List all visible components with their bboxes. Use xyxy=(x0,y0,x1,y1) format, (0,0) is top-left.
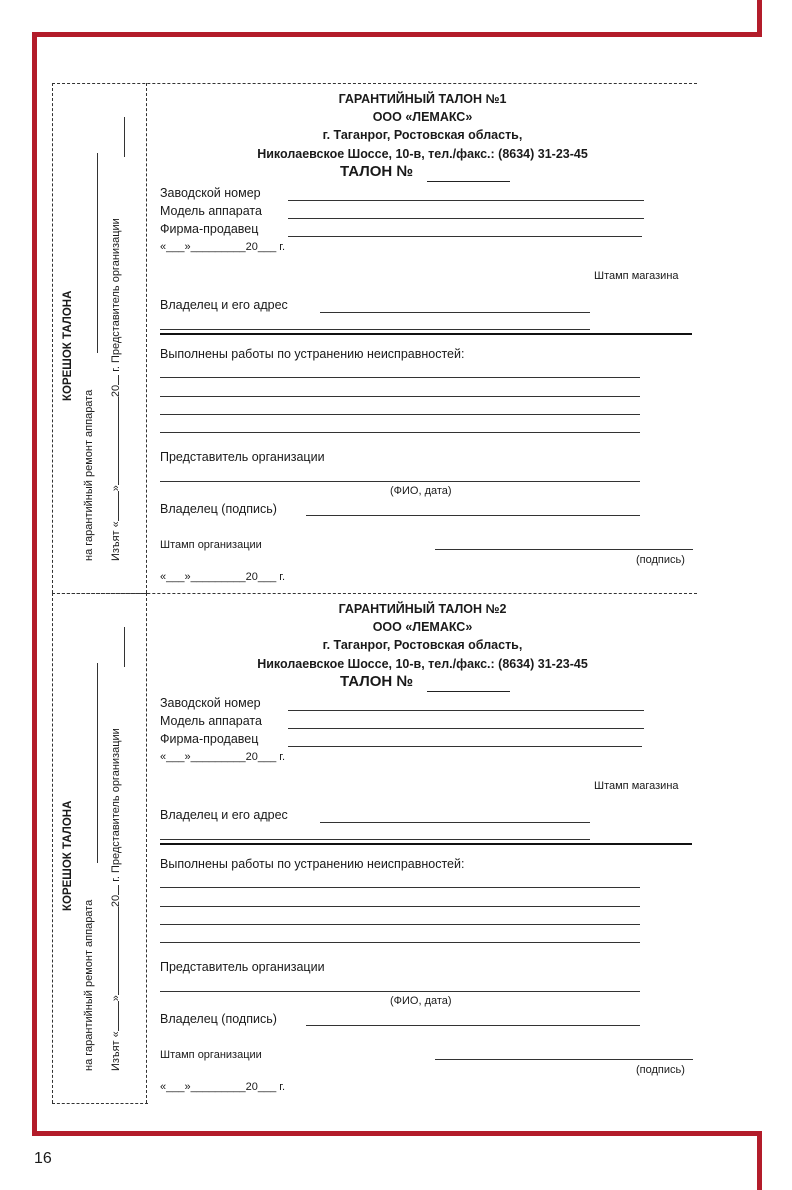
model-label: Модель аппарата xyxy=(160,204,262,218)
owner-address-label: Владелец и его адрес xyxy=(160,298,288,312)
talon-number-label: ТАЛОН № xyxy=(340,163,414,180)
org-rep-line xyxy=(160,991,640,992)
owner-address-line xyxy=(320,822,590,823)
talon-number-line xyxy=(427,181,510,182)
seller-line xyxy=(288,236,642,237)
signature-line xyxy=(435,549,693,550)
works-line-4 xyxy=(160,942,640,943)
stub-title: КОРЕШОК ТАЛОНА xyxy=(62,290,74,401)
cut-line-top xyxy=(52,593,697,594)
serial-label: Заводской номер xyxy=(160,696,261,710)
service-date: «___»_________20___ г. xyxy=(160,571,286,583)
coupon-title: ГАРАНТИЙНЫЙ ТАЛОН №1 xyxy=(338,92,507,106)
works-done-label: Выполнены работы по устранению неисправностей: xyxy=(160,857,465,871)
serial-label: Заводской номер xyxy=(160,186,261,200)
owner-address-line-2 xyxy=(160,329,590,330)
sale-date: «___»_________20___ г. xyxy=(160,241,286,253)
works-line-1 xyxy=(160,887,640,888)
stub-line-date: Изъят «»20 г. Представитель организации xyxy=(110,218,122,561)
stub-line-date: Изъят «»20 г. Представитель организации xyxy=(110,728,122,1071)
owner-address-line xyxy=(320,312,590,313)
signature-caption: (подпись) xyxy=(636,1064,685,1076)
frame-top-tab xyxy=(757,0,762,37)
cut-line-stub xyxy=(146,83,147,593)
owner-address-label: Владелец и его адрес xyxy=(160,808,288,822)
owner-sign-line xyxy=(306,1025,640,1026)
cut-line-stub xyxy=(146,593,147,1103)
cut-line-top xyxy=(52,83,697,84)
stub-fill-line xyxy=(97,663,98,863)
coupon-title: ГАРАНТИЙНЫЙ ТАЛОН №2 xyxy=(338,602,507,616)
company-city: г. Таганрог, Ростовская область, xyxy=(322,638,523,652)
stub-sign-line xyxy=(124,117,125,157)
seller-line xyxy=(288,746,642,747)
cut-line-left xyxy=(52,83,53,593)
works-line-2 xyxy=(160,396,640,397)
warranty-coupon-2 xyxy=(52,593,697,1103)
stub-sign-line xyxy=(124,627,125,667)
owner-sign-label: Владелец (подпись) xyxy=(160,502,277,516)
cut-line-stub-bottom xyxy=(52,1103,148,1104)
org-rep-label: Представитель организации xyxy=(160,450,325,464)
talon-number-line xyxy=(427,691,510,692)
frame-left-border xyxy=(32,32,37,1136)
owner-sign-label: Владелец (подпись) xyxy=(160,1012,277,1026)
works-line-1 xyxy=(160,377,640,378)
section-divider xyxy=(160,333,692,335)
works-line-4 xyxy=(160,432,640,433)
model-line xyxy=(288,218,644,219)
talon-number-label: ТАЛОН № xyxy=(340,673,414,690)
warranty-coupon-1 xyxy=(52,83,697,593)
frame-bottom-tab xyxy=(757,1131,762,1190)
org-stamp-label: Штамп организации xyxy=(160,539,262,551)
frame-bottom-border xyxy=(32,1131,762,1136)
signature-caption: (подпись) xyxy=(636,554,685,566)
shop-stamp-label: Штамп магазина xyxy=(594,270,679,282)
works-line-3 xyxy=(160,924,640,925)
org-rep-line xyxy=(160,481,640,482)
owner-sign-line xyxy=(306,515,640,516)
frame-top-border xyxy=(32,32,762,37)
fio-date-caption: (ФИО, дата) xyxy=(390,485,452,497)
shop-stamp-label: Штамп магазина xyxy=(594,780,679,792)
works-done-label: Выполнены работы по устранению неисправностей: xyxy=(160,347,465,361)
fio-date-caption: (ФИО, дата) xyxy=(390,995,452,1007)
company-address: Николаевское Шоссе, 10-в, тел./факс.: (8634) 31-23-45 xyxy=(257,657,588,671)
works-line-3 xyxy=(160,414,640,415)
section-divider xyxy=(160,843,692,845)
service-date: «___»_________20___ г. xyxy=(160,1081,286,1093)
stub-title: КОРЕШОК ТАЛОНА xyxy=(62,800,74,911)
works-line-2 xyxy=(160,906,640,907)
model-line xyxy=(288,728,644,729)
company-name: ООО «ЛЕМАКС» xyxy=(372,110,473,124)
company-address: Николаевское Шоссе, 10-в, тел./факс.: (8634) 31-23-45 xyxy=(257,147,588,161)
signature-line xyxy=(435,1059,693,1060)
seller-label: Фирма-продавец xyxy=(160,222,259,236)
serial-line xyxy=(288,710,644,711)
org-rep-label: Представитель организации xyxy=(160,960,325,974)
cut-line-left xyxy=(52,593,53,1103)
company-city: г. Таганрог, Ростовская область, xyxy=(322,128,523,142)
stub-line-item: на гарантийный ремонт аппарата xyxy=(83,899,95,1071)
stub-fill-line xyxy=(97,153,98,353)
page-number: 16 xyxy=(34,1150,52,1167)
seller-label: Фирма-продавец xyxy=(160,732,259,746)
serial-line xyxy=(288,200,644,201)
model-label: Модель аппарата xyxy=(160,714,262,728)
company-name: ООО «ЛЕМАКС» xyxy=(372,620,473,634)
stub-line-item: на гарантийный ремонт аппарата xyxy=(83,389,95,561)
org-stamp-label: Штамп организации xyxy=(160,1049,262,1061)
owner-address-line-2 xyxy=(160,839,590,840)
sale-date: «___»_________20___ г. xyxy=(160,751,286,763)
